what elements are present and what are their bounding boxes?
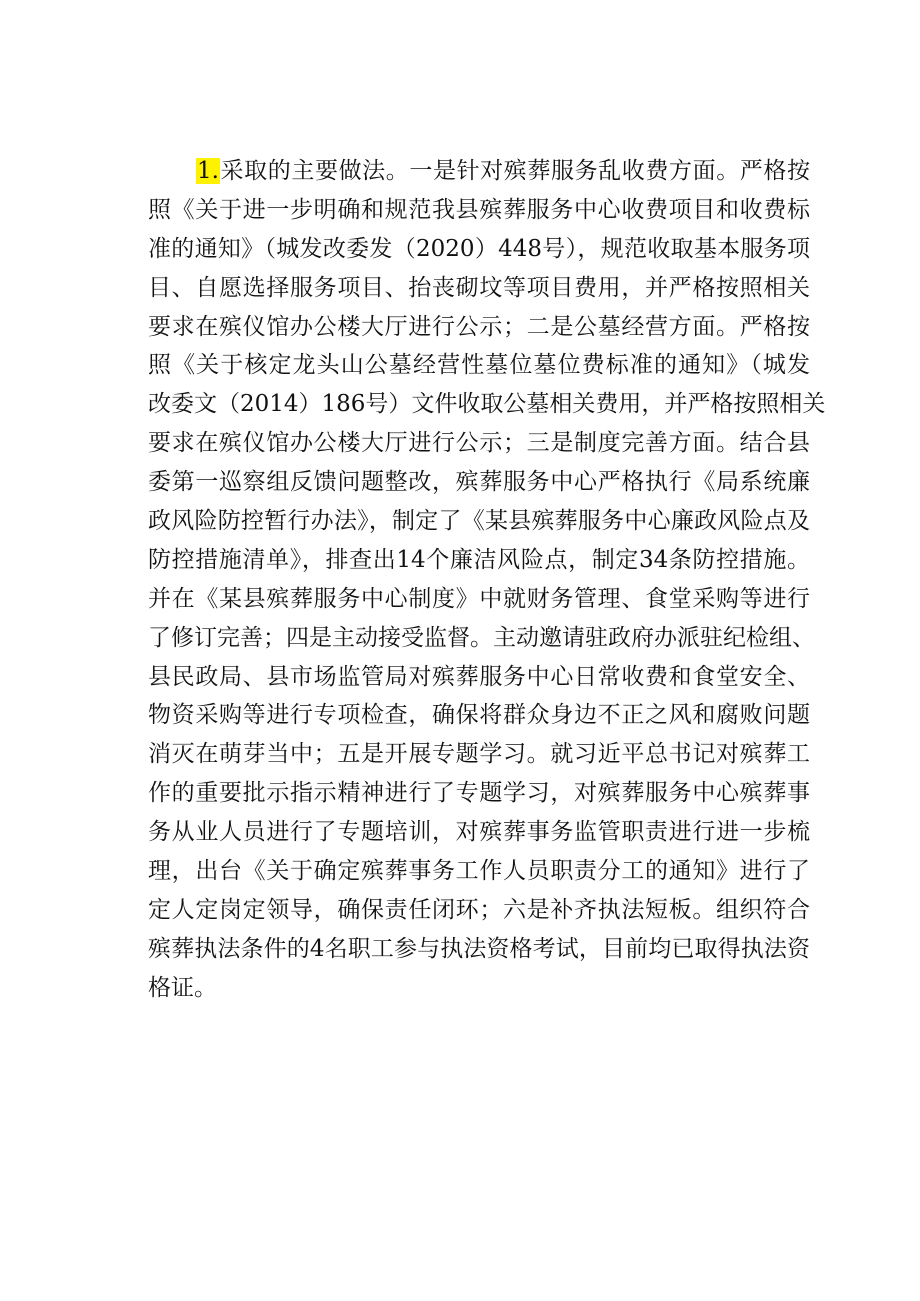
paragraph-line-22: 格证。: [148, 974, 217, 1001]
paragraph-line-1-text: 采取的主要做法。一是针对殡葬服务乱收费方面。严格按: [219, 158, 810, 184]
paragraph-line-9: 委第一巡察组反馈问题整改，殡葬服务中心严格执行《局系统廉: [148, 469, 810, 496]
paragraph-line-19: 理，出台《关于确定殡葬事务工作人员职责分工的通知》进行了: [148, 858, 810, 885]
paragraph-line-15: 物资采购等进行专项检查，确保将群众身边不正之风和腐败问题: [148, 702, 810, 729]
paragraph-line-4: 目、自愿选择服务项目、抬丧砌坟等项目费用，并严格按照相关: [148, 274, 810, 301]
paragraph-line-6: 照《关于核定龙头山公墓经营性墓位墓位费标准的通知》（城发: [148, 352, 810, 379]
highlighted-list-number: 1.: [197, 158, 219, 184]
paragraph-line-10: 政风险防控暂行办法》，制定了《某县殡葬服务中心廉政风险点及: [148, 508, 810, 535]
paragraph-line-18: 务从业人员进行了专题培训，对殡葬事务监管职责进行进一步梳: [148, 819, 810, 846]
paragraph-line-5: 要求在殡仪馆办公楼大厅进行公示；二是公墓经营方面。严格按: [148, 313, 810, 340]
paragraph-line-20: 定人定岗定领导，确保责任闭环；六是补齐执法短板。组织符合: [148, 896, 810, 923]
paragraph-line-7: 改委文（2014）186号）文件收取公墓相关费用，并严格按照相关: [148, 391, 826, 418]
paragraph-line-21: 殡葬执法条件的4名职工参与执法资格考试，目前均已取得执法资: [148, 935, 810, 962]
paragraph-line-11: 防控措施清单》，排查出14个廉洁风险点，制定34条防控措施。: [148, 546, 810, 573]
body-paragraph: [148, 152, 826, 1008]
paragraph-line-8: 要求在殡仪馆办公楼大厅进行公示；三是制度完善方面。结合县: [148, 430, 810, 457]
paragraph-line-13: 了修订完善；四是主动接受监督。主动邀请驻政府办派驻纪检组、: [148, 624, 815, 651]
paragraph-line-17: 作的重要批示指示精神进行了专题学习，对殡葬服务中心殡葬事: [148, 780, 810, 807]
paragraph-line-14: 县民政局、县市场监管局对殡葬服务中心日常收费和食堂安全、: [148, 663, 810, 690]
paragraph-line-16: 消灭在萌芽当中；五是开展专题学习。就习近平总书记对殡葬工: [148, 741, 810, 768]
paragraph-line-2: 照《关于进一步明确和规范我县殡葬服务中心收费项目和收费标: [148, 196, 810, 223]
paragraph-line-12: 并在《某县殡葬服务中心制度》中就财务管理、食堂采购等进行: [148, 585, 810, 612]
paragraph-line-3: 准的通知》（城发改委发（2020）448号），规范收取基本服务项: [148, 235, 810, 262]
paragraph-line-1: [148, 152, 810, 191]
